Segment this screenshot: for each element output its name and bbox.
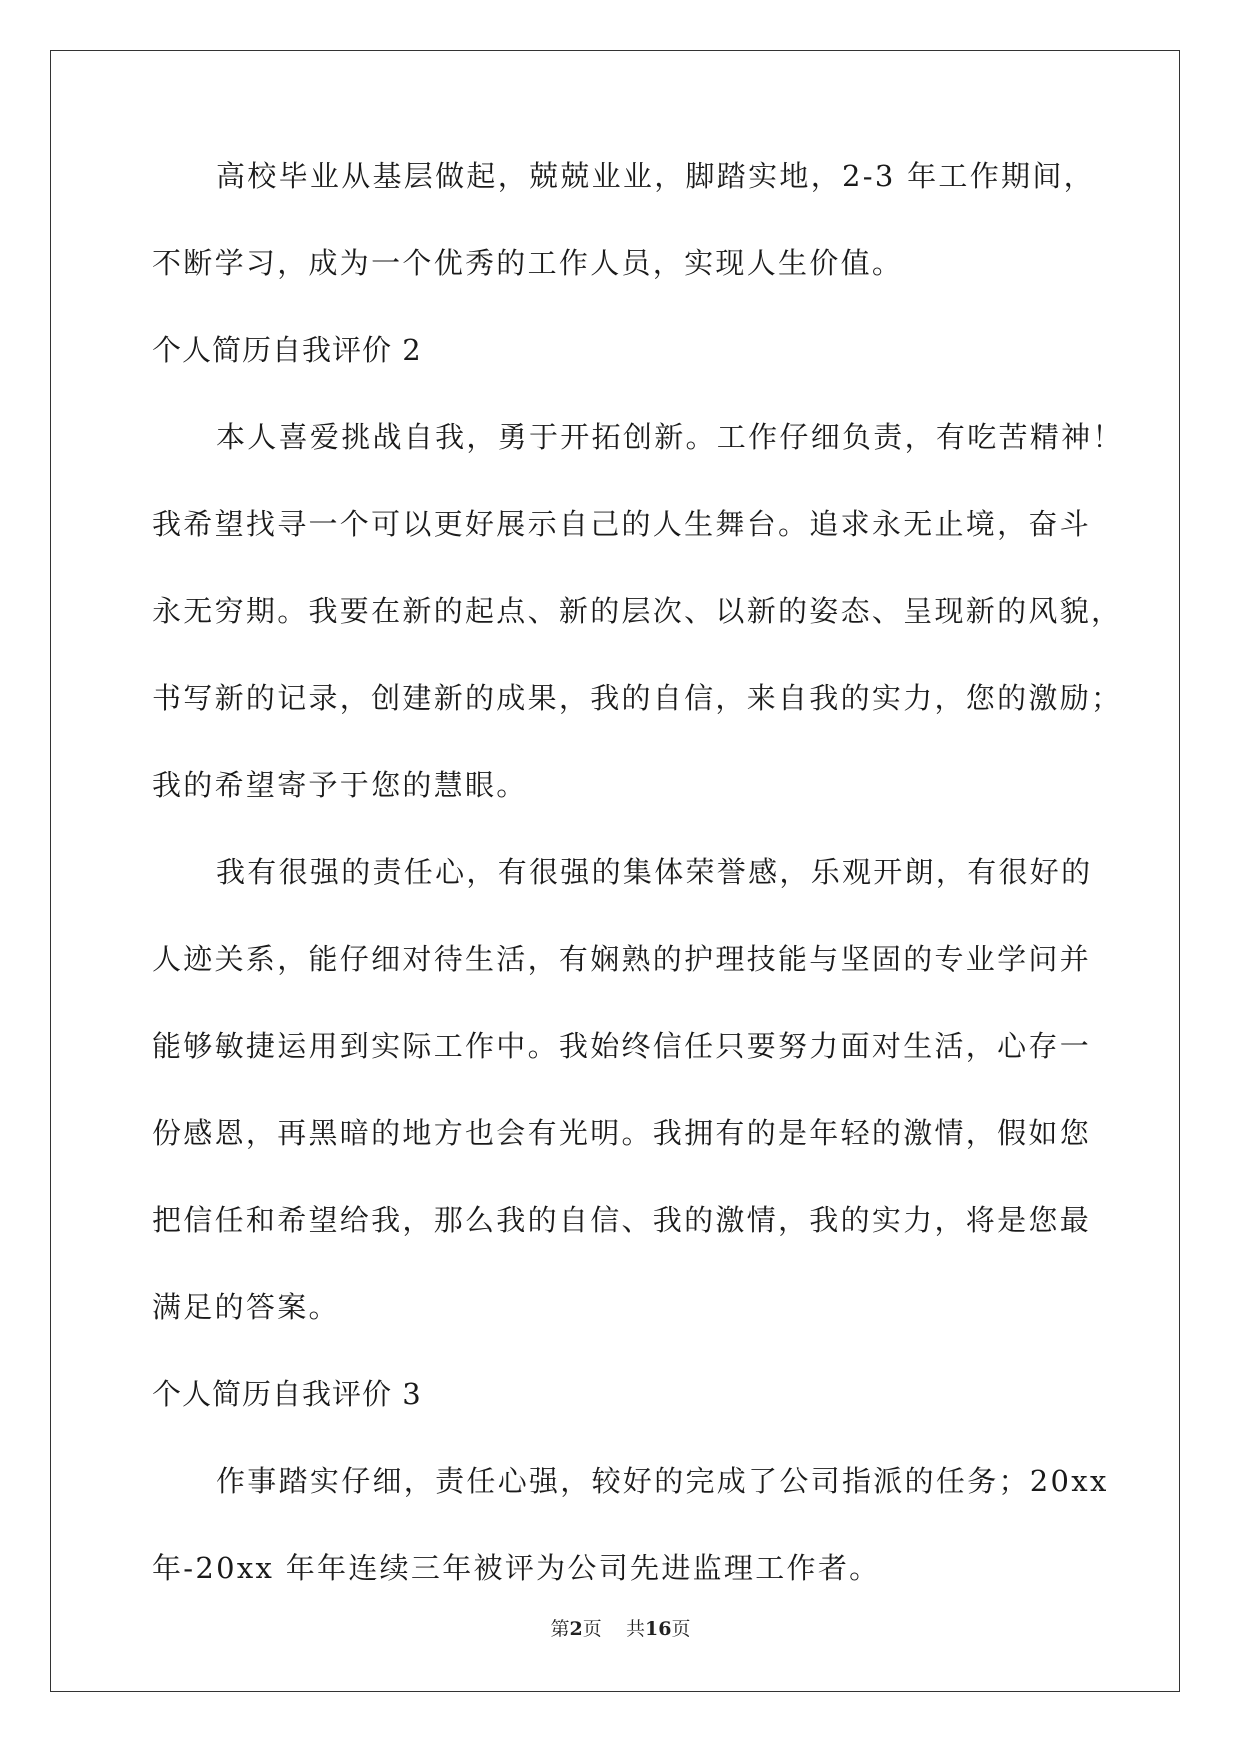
footer-total-pages: 16 [644, 1618, 672, 1640]
section-heading: 个人简历自我评价 2 [152, 333, 422, 367]
paragraph-line: 能够敏捷运用到实际工作中。我始终信任只要努力面对生活，心存一 [152, 1029, 1092, 1063]
paragraph-line: 不断学习，成为一个优秀的工作人员，实现人生价值。 [152, 246, 904, 280]
paragraph-line: 本人喜爱挑战自我，勇于开拓创新。工作仔细负责，有吃苦精神！ [216, 420, 1124, 454]
footer-page-number: 2 [569, 1618, 583, 1640]
paragraph-line: 年-20xx 年年连续三年被评为公司先进监理工作者。 [152, 1551, 881, 1585]
paragraph-line: 书写新的记录，创建新的成果，我的自信，来自我的实力，您的激励； [152, 681, 1123, 715]
paragraph-line: 满足的答案。 [152, 1290, 340, 1324]
paragraph-line: 我有很强的责任心，有很强的集体荣誉感，乐观开朗，有很好的 [216, 855, 1093, 889]
footer-prefix: 第 [550, 1618, 570, 1640]
page-footer [0, 1618, 1241, 1640]
paragraph-line: 份感恩，再黑暗的地方也会有光明。我拥有的是年轻的激情，假如您 [152, 1116, 1092, 1150]
section-heading: 个人简历自我评价 3 [152, 1377, 422, 1411]
document-body [152, 159, 1124, 1639]
paragraph-line: 作事踏实仔细，责任心强，较好的完成了公司指派的任务；20xx [216, 1464, 1109, 1498]
paragraph-line: 我的希望寄予于您的慧眼。 [152, 768, 528, 802]
paragraph-line: 高校毕业从基层做起，兢兢业业，脚踏实地，2-3 年工作期间， [216, 159, 1095, 193]
paragraph-line: 我希望找寻一个可以更好展示自己的人生舞台。追求永无止境，奋斗 [152, 507, 1092, 541]
footer-page-suffix: 页 [582, 1618, 602, 1640]
footer-total-prefix: 共 [625, 1618, 645, 1640]
paragraph-line: 人迹关系，能仔细对待生活，有娴熟的护理技能与坚固的专业学问并 [152, 942, 1092, 976]
paragraph-line: 永无穷期。我要在新的起点、新的层次、以新的姿态、呈现新的风貌， [152, 594, 1123, 628]
paragraph-line: 把信任和希望给我，那么我的自信、我的激情，我的实力，将是您最 [152, 1203, 1092, 1237]
footer-total-suffix: 页 [671, 1618, 691, 1640]
